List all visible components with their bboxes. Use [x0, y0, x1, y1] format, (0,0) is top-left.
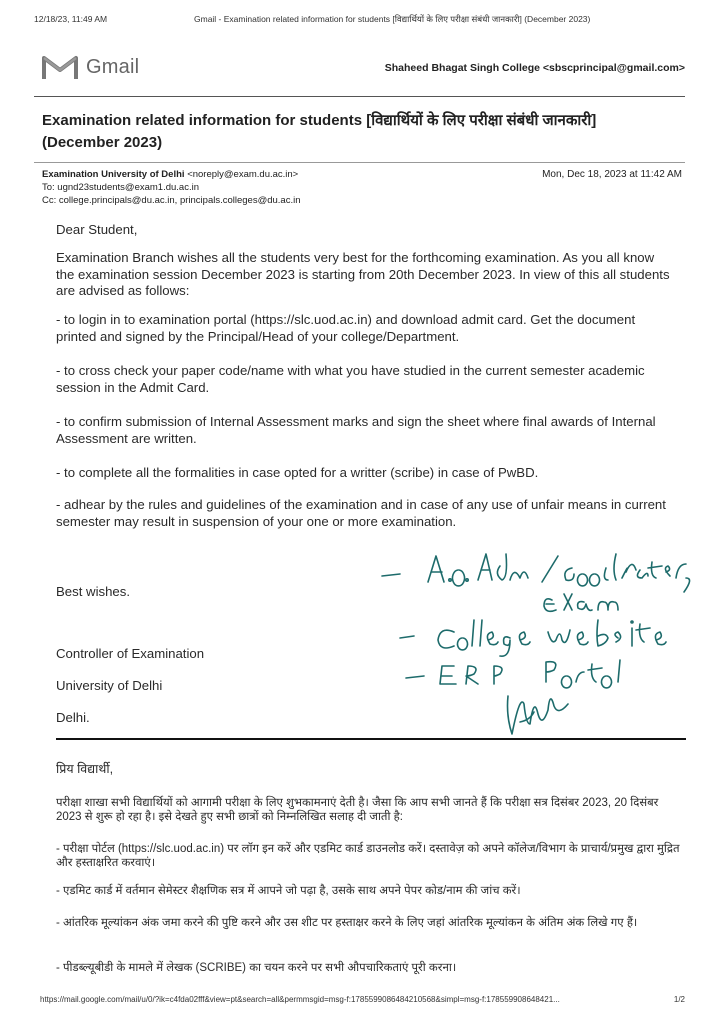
language-divider [56, 738, 686, 740]
print-page-title: Gmail - Examination related information for students [विद्यार्थियों के लिए परीक्षा संबंधी जानकारी] (December 2023) [194, 14, 591, 24]
subject-divider [34, 162, 685, 163]
hindi-paragraph: परीक्षा शाखा सभी विद्यार्थियों को आगामी परीक्षा के लिए शुभकामनाएं देती है। जैसा कि आप सभी जानते हैं कि परीक्षा सत्र दिसंबर 2023, 20 दिसंबर 2023 से शुरू हो रहा है। इसे देखते हुए सभी छात्रों को निम्नलिखित सलाह दी जाती है: [56, 797, 659, 823]
account-label: Shaheed Bhagat Singh College <sbscprincipal@gmail.com> [384, 62, 685, 74]
instruction-item: - to cross check your paper code/name with what you have studied in the current semester academic session in the Admit Card. [56, 363, 645, 395]
instruction-item: - to confirm submission of Internal Assessment marks and sign the sheet where final awards of Internal Assessment are written. [56, 414, 656, 446]
hindi-greeting: प्रिय विद्यार्थी, [56, 762, 114, 776]
closing: Best wishes. [56, 584, 131, 599]
signature-line: University of Delhi [56, 678, 163, 693]
print-timestamp: 12/18/23, 11:49 AM [34, 14, 108, 24]
sender-name: Examination University of Delhi [42, 169, 185, 180]
email-subject: Examination related information for students [विद्यार्थियों के लिए परीक्षा संबंधी जानकारी] (December 2023) [42, 112, 597, 151]
gmail-brand-text: Gmail [86, 55, 140, 78]
print-url[interactable]: https://mail.google.com/mail/u/0/?ik=c4fda02fff&view=pt&search=all&permmsgid=msg-f:1785599086484210568&simpl=msg-f:178559908648421... [40, 995, 560, 1004]
hindi-paragraph: - आंतरिक मूल्यांकन अंक जमा करने की पुष्टि करने और उस शीट पर हस्ताक्षर करने के लिए जहां आंतरिक मूल्यांकन के अंतिम अंक लिखे गए हैं। [56, 917, 638, 929]
header-divider [34, 96, 685, 97]
instruction-item: - adhear by the rules and guidelines of the examination and in case of any use of unfair means in current semester may result in suspension of your one or more examination. [56, 497, 666, 529]
intro-paragraph: Examination Branch wishes all the students very best for the forthcoming examination. As you all know the examination session December 2023 is starting from 20th December 2023. In view of this all students are advised as follows: [56, 250, 670, 298]
gmail-logo-icon [42, 54, 78, 80]
hindi-paragraph: - परीक्षा पोर्टल (https://slc.uod.ac.in) पर लॉग इन करें और एडमिट कार्ड डाउनलोड करें। दस्तावेज़ को अपने कॉलेज/विभाग के प्राचार्य/प्रमुख द्वारा मुद्रित और हस्ताक्षरित करवाएं। [56, 843, 680, 869]
hindi-paragraph: - एडमिट कार्ड में वर्तमान सेमेस्टर शैक्षणिक सत्र में आपने जो पढ़ा है, उसके साथ अपने पेपर कोड/नाम की जांच करें। [56, 885, 521, 897]
email-date: Mon, Dec 18, 2023 at 11:42 AM [542, 169, 682, 180]
greeting: Dear Student, [56, 222, 138, 237]
recipient-to: To: ugnd23students@exam1.du.ac.in [42, 182, 199, 193]
signature-line: Delhi. [56, 710, 90, 725]
email-meta [42, 168, 682, 207]
signature-line: Controller of Examination [56, 646, 205, 661]
gmail-brand[interactable] [42, 52, 139, 82]
handwriting-drawing [370, 548, 710, 748]
recipient-cc: Cc: college.principals@du.ac.in, principals.colleges@du.ac.in [42, 195, 301, 206]
instruction-item: - to complete all the formalities in case opted for a writter (scribe) in case of PwBD. [56, 465, 539, 480]
handwritten-annotations [370, 548, 710, 748]
hindi-paragraph: - पीडब्ल्यूबीडी के मामले में लेखक (SCRIBE) का चयन करने पर सभी औपचारिकताएं पूरी करना। [56, 962, 457, 974]
print-header [34, 14, 685, 28]
instruction-item: - to login in to examination portal (https://slc.uod.ac.in) and download admit card. Get the document printed and signed by the Principal/Head of your college/Department. [56, 312, 636, 344]
sender-email[interactable]: <noreply@exam.du.ac.in> [187, 169, 299, 180]
page-number: 1/2 [673, 995, 685, 1004]
